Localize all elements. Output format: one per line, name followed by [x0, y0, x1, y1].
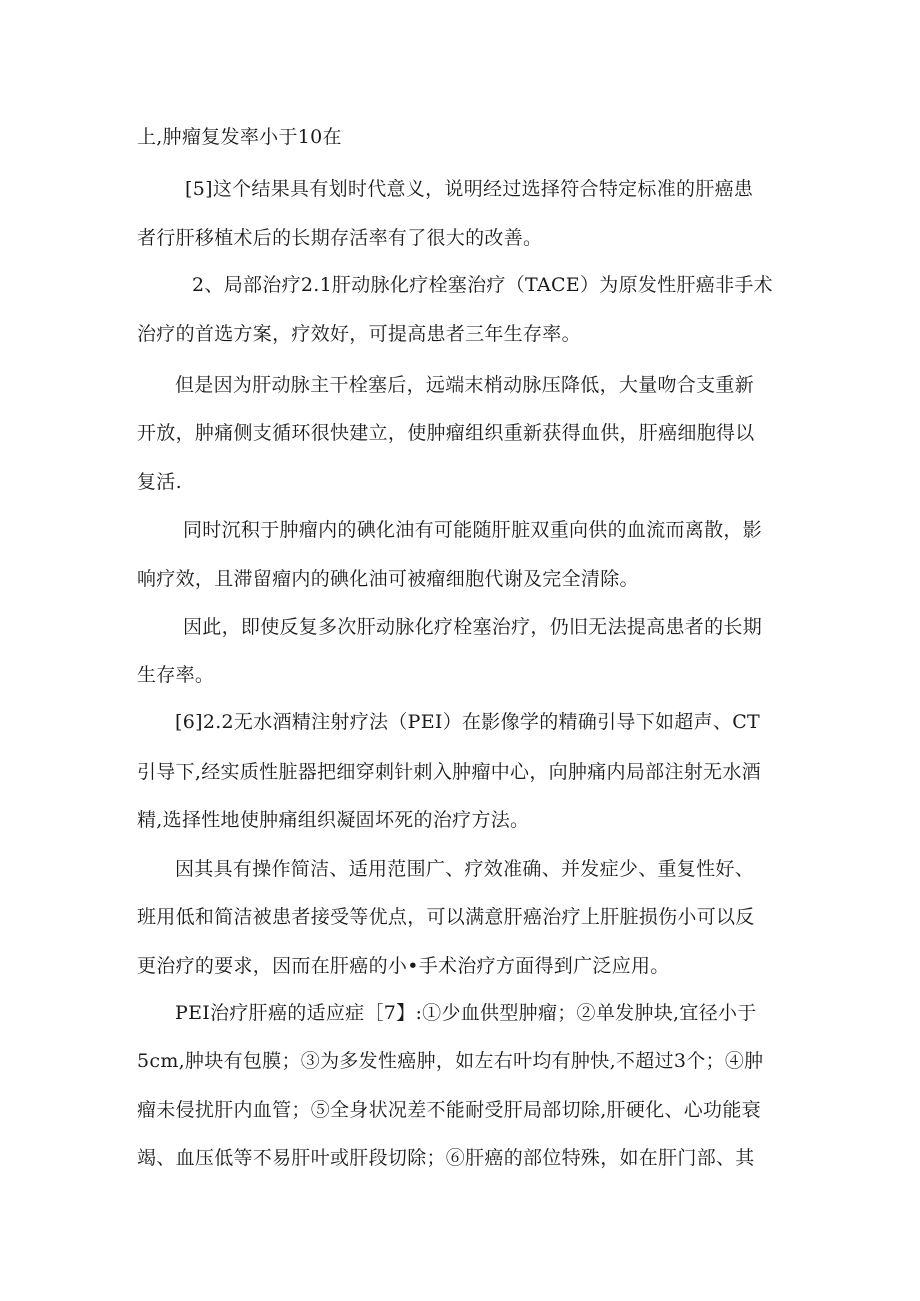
text-line: 者行肝移植术后的长期存活率有了很大的改善。 — [137, 227, 543, 249]
text-line: 复活. — [137, 471, 182, 493]
text-line: 竭、血压低等不易肝叶或肝段切除；⑥肝癌的部位特殊，如在肝门部、其 — [137, 1147, 755, 1169]
text-line: 引导下,经实质性脏器把细穿刺针刺入肿瘤中心，向肿痛内局部注射无水酒 — [137, 761, 761, 783]
text-line: 2、局部治疗2.1肝动脉化疗栓塞治疗（TACE）为原发性肝癌非手术 — [192, 274, 773, 296]
text-line: 但是因为肝动脉主干栓塞后，远端末梢动脉压降低，大量吻合支重新 — [175, 374, 755, 396]
text-line: 生存率。 — [137, 664, 215, 686]
text-line: 5cm,肿块有包膜；③为多发性癌肿，如左右叶均有肿快,不超过3个；④肿 — [137, 1050, 764, 1072]
text-line: [6]2.2无水酒精注射疗法（PEI）在影像学的精确引导下如超声、CT — [175, 711, 761, 733]
text-line: 上,肿瘤复发率小于10在 — [137, 126, 342, 148]
text-line: PEI治疗肝癌的适应症［7】:①少血供型肿瘤；②单发肿块,宜径小于 — [175, 1002, 757, 1024]
text-line: 因此，即使反复多次肝动脉化疗栓塞治疗，仍旧无法提高患者的长期 — [183, 616, 763, 638]
text-line: 更治疗的要求，因而在肝癌的小•手术治疗方面得到广泛应用。 — [137, 955, 670, 977]
text-line: 治疗的首选方案，疗效好，可提高患者三年生存率。 — [137, 323, 581, 345]
text-line: 同时沉积于肿瘤内的碘化油有可能随肝脏双重向供的血流而离散，影 — [183, 519, 763, 541]
text-line: [5]这个结果具有划时代意义，说明经过选择符合特定标准的肝癌患 — [185, 178, 754, 200]
text-line: 响疗效，且滞留瘤内的碘化油可被瘤细胞代谢及完全清除。 — [137, 568, 639, 590]
text-line: 精,选择性地使肿痛组织凝固坏死的治疗方法。 — [137, 809, 530, 831]
text-line: 瘤未侵扰肝内血管；⑤全身状况差不能耐受肝局部切除,肝硬化、心功能衰 — [137, 1099, 761, 1121]
text-line: 开放，肿痛侧支循环很快建立，使肿瘤组织重新获得血供，肝癌细胞得以 — [137, 422, 755, 444]
text-line: 班用低和简洁被患者接受等优点，可以满意肝癌治疗上肝脏损伤小可以反 — [137, 906, 755, 928]
text-line: 因其具有操作简洁、适用范围广、疗效准确、并发症少、重复性好、 — [175, 858, 755, 880]
